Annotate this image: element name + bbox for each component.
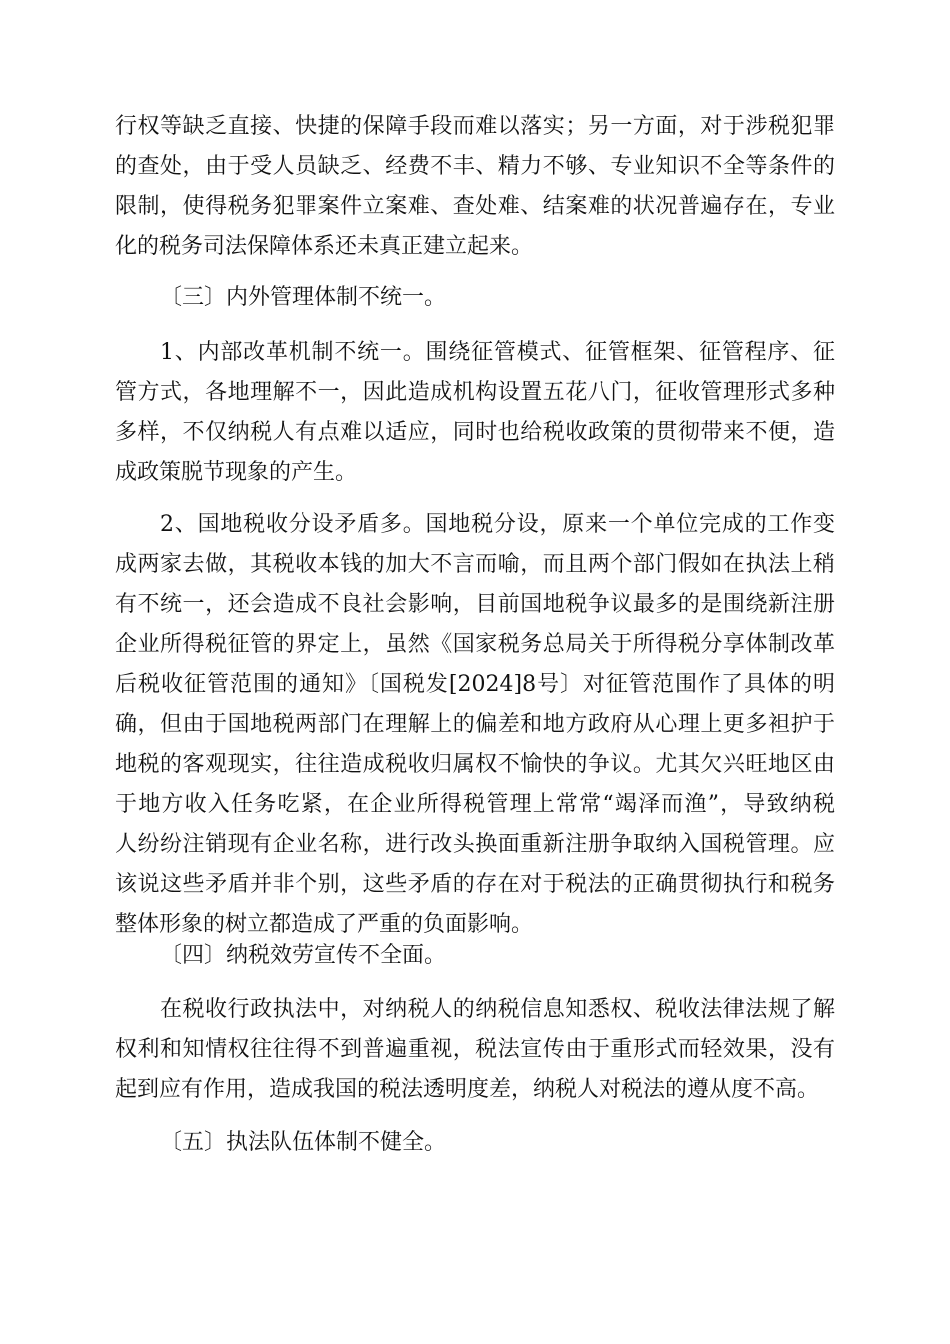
text-line: 成两家去做，其税收本钱的加大不言而喻，而且两个部门假如在执法上稍 [115,552,835,577]
paragraph-enforcement-guarantee [115,107,835,267]
text-line: 企业所得税征管的界定上，虽然《国家税务总局关于所得税分享体制改革 [115,632,835,657]
text-line: 后税收征管范围的通知》〔国税发[2024]8号〕对征管范围作了具体的明 [115,672,835,697]
text-line: 于地方收入任务吃紧，在企业所得税管理上常常“竭泽而渔”，导致纳税 [115,792,835,817]
section-heading-four [160,936,835,976]
text-line: 管方式，各地理解不一，因此造成机构设置五花八门，征收管理形式多种 [115,380,835,405]
text-line: 2、国地税收分设矛盾多。国地税分设，原来一个单位完成的工作变 [160,512,835,537]
text-line: 地税的客观现实，往往造成税收归属权不愉快的争议。尤其欠兴旺地区由 [115,752,835,777]
heading-text: 〔五〕执法队伍体制不健全。 [160,1130,447,1155]
text-line: 成政策脱节现象的产生。 [115,460,358,485]
text-line: 权利和知情权往往得不到普遍重视，税法宣传由于重形式而轻效果，没有 [115,1037,835,1062]
text-line: 行权等缺乏直接、快捷的保障手段而难以落实；另一方面，对于涉税犯罪 [115,114,835,139]
text-line: 在税收行政执法中，对纳税人的纳税信息知悉权、税收法律法规了解 [160,997,835,1022]
heading-text: 〔三〕内外管理体制不统一。 [160,285,447,310]
text-line: 该说这些矛盾并非个别，这些矛盾的存在对于税法的正确贯彻执行和税务 [115,872,835,897]
text-line: 有不统一，还会造成不良社会影响，目前国地税争议最多的是围绕新注册 [115,592,835,617]
section-heading-three [160,278,835,318]
heading-text: 〔四〕纳税效劳宣传不全面。 [160,943,447,968]
text-line: 1、内部改革机制不统一。围绕征管模式、征管框架、征管程序、征 [160,340,835,365]
text-line: 多样，不仅纳税人有点难以适应，同时也给税收政策的贯彻带来不便，造 [115,420,835,445]
text-line: 整体形象的树立都造成了严重的负面影响。 [115,912,534,937]
text-line: 的查处，由于受人员缺乏、经费不丰、精力不够、专业知识不全等条件的 [115,154,835,179]
text-line: 起到应有作用，造成我国的税法透明度差，纳税人对税法的遵从度不高。 [115,1077,820,1102]
section-heading-five [160,1123,835,1163]
paragraph-internal-reform [115,333,835,493]
paragraph-tax-split-conflicts [115,505,835,945]
text-line: 限制，使得税务犯罪案件立案难、查处难、结案难的状况普遍存在，专业 [115,194,835,219]
text-line: 人纷纷注销现有企业名称，进行改头换面重新注册争取纳入国税管理。应 [115,832,835,857]
text-line: 化的税务司法保障体系还未真正建立起来。 [115,234,534,259]
text-line: 确，但由于国地税两部门在理解上的偏差和地方政府从心理上更多袒护于 [115,712,835,737]
paragraph-taxpayer-service [115,990,835,1110]
